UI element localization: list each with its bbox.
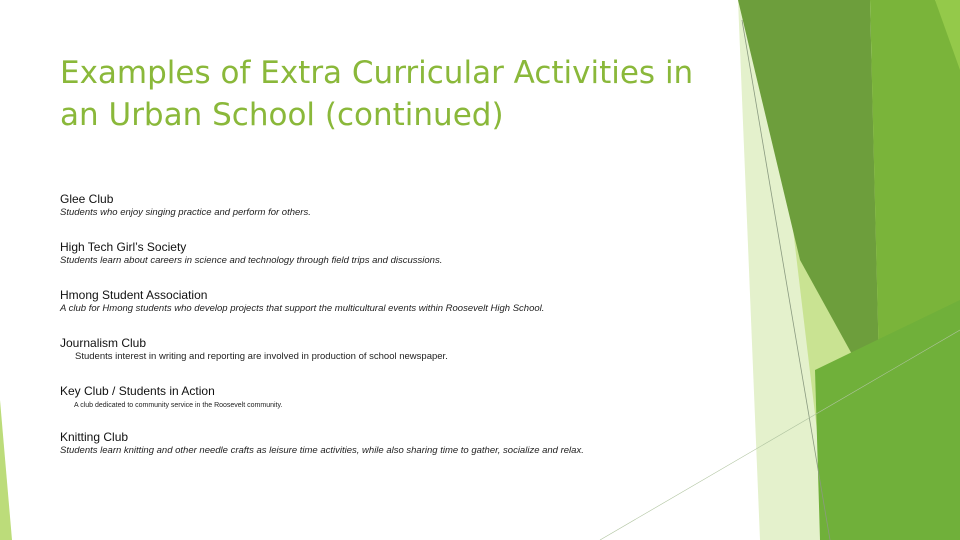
club-item xyxy=(60,336,448,363)
club-name: Key Club / Students in Action xyxy=(60,384,215,398)
club-description: Students interest in writing and reporting are involved in production of school newspaper. xyxy=(75,351,448,362)
club-description: Students who enjoy singing practice and perform for others. xyxy=(60,207,311,218)
club-item xyxy=(60,288,544,315)
club-description: Students learn knitting and other needle crafts as leisure time activities, while also sharing time to gather, socialize and relax. xyxy=(60,445,584,456)
club-name: Knitting Club xyxy=(60,430,129,444)
club-name: Journalism Club xyxy=(60,336,147,350)
club-name: Hmong Student Association xyxy=(60,288,208,302)
slide-title: Examples of Extra Curricular Activities in an Urban School (continued) xyxy=(60,55,694,133)
club-item xyxy=(60,240,442,267)
club-item xyxy=(60,430,584,457)
club-description: A club for Hmong students who develop projects that support the multicultural events within Roosevelt High School. xyxy=(60,303,545,314)
club-item xyxy=(60,192,311,219)
decor-bottom-left-shard xyxy=(0,400,12,540)
club-item xyxy=(60,384,282,412)
club-name: Glee Club xyxy=(60,192,114,206)
club-description: A club dedicated to community service in the Roosevelt community. xyxy=(74,402,283,409)
club-description: Students learn about careers in science and technology through field trips and discussions. xyxy=(60,255,443,266)
club-name: High Tech Girl’s Society xyxy=(60,240,187,254)
